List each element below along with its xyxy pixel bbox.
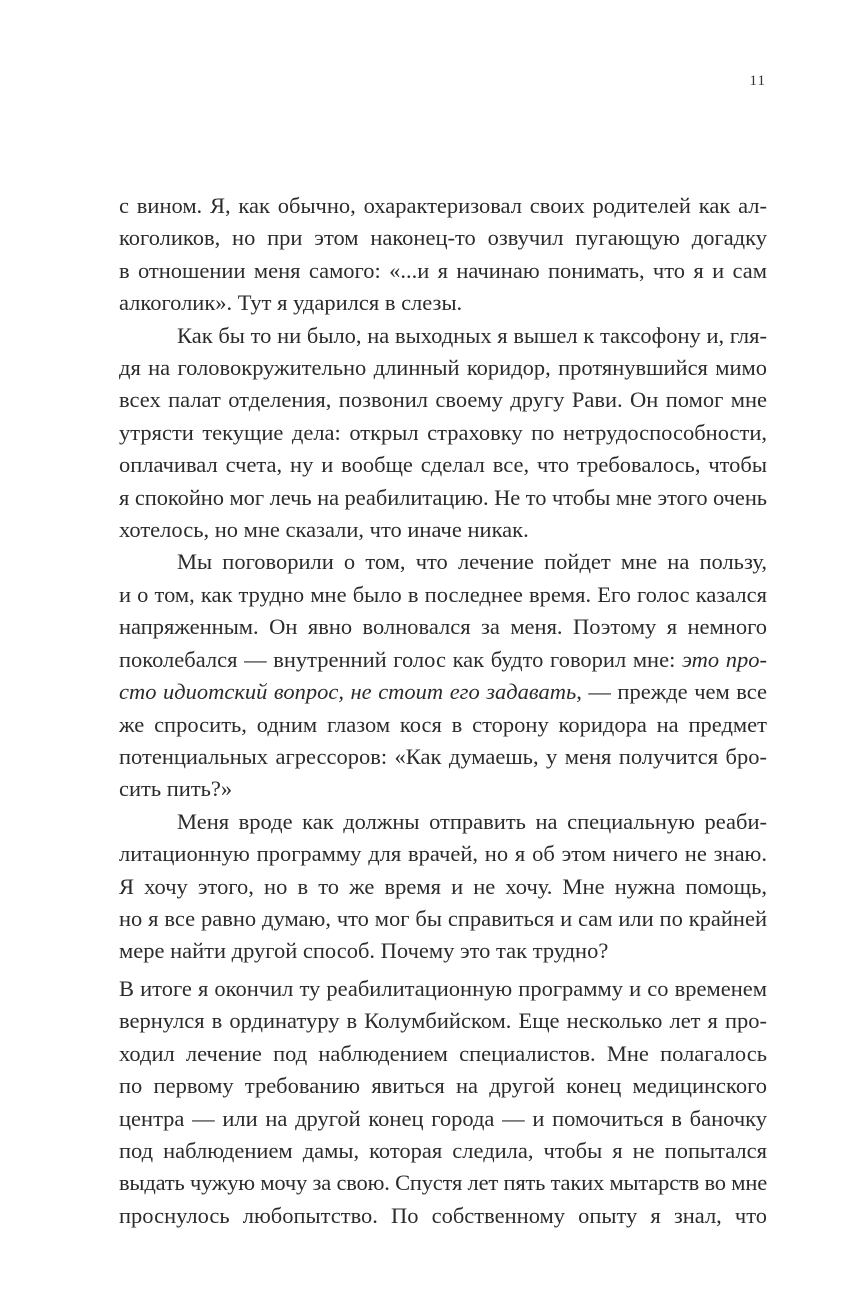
text-line: оплачивал счета, ну и вообще сделал все, что требовалось, чтобы	[119, 452, 767, 478]
text-line: Я хочу этого, но в то же время и не хочу. Мне нужна помощь,	[119, 873, 767, 899]
text-line: же спросить, одним глазом кося в сторону коридора на предмет	[119, 711, 767, 737]
text-line: по первому требованию явиться на другой конец медицинского	[119, 1073, 767, 1099]
text-line: хотелось, но мне сказали, что иначе никак.	[119, 517, 529, 543]
paragraph	[119, 806, 767, 968]
text-line: с вином. Я, как обычно, охарактеризовал своих родителей как ал-	[119, 193, 767, 218]
text-line: дя на головокружительно длинный коридор, протянувшийся мимо	[119, 355, 767, 381]
italic-segment: сто идиотский вопрос, не стоит его задавать	[119, 679, 577, 705]
text-line: литационную программу для врачей, но я об этом ничего не знаю.	[119, 841, 767, 867]
text-line	[119, 644, 767, 676]
text-line: В итоге я окончил ту реабилитационную программу и со временем	[119, 976, 767, 1001]
text-line: центра — или на другой конец города — и помочиться в баночку	[119, 1105, 767, 1131]
paragraph	[119, 190, 767, 320]
italic-segment: это про-	[681, 646, 767, 672]
text-line: в отношении меня самого: «...и я начинаю понимать, что я и сам	[119, 257, 767, 283]
page-number: 11	[749, 73, 766, 89]
text-segment: , — прежде чем все	[576, 679, 767, 705]
text-line: Мы поговорили о том, что лечение пойдет мне на пользу,	[177, 549, 767, 575]
text-block-2	[119, 973, 767, 1232]
text-line: выдать чужую мочу за свою. Спустя лет пять таких мытарств во мне	[119, 1170, 767, 1196]
text-line: утрясти текущие дела: открыл страховку по нетрудоспособности,	[119, 419, 767, 445]
text-block-1	[119, 190, 767, 968]
text-line: сить пить?»	[119, 776, 233, 802]
text-line: но я все равно думаю, что мог бы справиться и сам или по крайней	[119, 905, 767, 931]
text-line: всех палат отделения, позвонил своему другу Рави. Он помог мне	[119, 387, 767, 413]
text-line: я спокойно мог лечь на реабилитацию. Не то чтобы мне этого очень	[119, 484, 767, 510]
text-line: Как бы то ни было, на выходных я вышел к таксофону и, гля-	[177, 322, 767, 348]
paragraph	[119, 320, 767, 547]
text-line: коголиков, но при этом наконец-то озвучил пугающую догадку	[119, 225, 767, 251]
text-line	[119, 676, 767, 708]
text-segment: поколебался — внутренний голос как будто говорил мне:	[119, 646, 682, 672]
text-line: алкоголик». Тут я ударился в слезы.	[119, 290, 463, 316]
paragraph	[119, 973, 767, 1232]
text-line: проснулось любопытство. По собственному опыту я знал, что	[119, 1202, 767, 1228]
text-line: ходил лечение под наблюдением специалистов. Мне полагалось	[119, 1040, 767, 1066]
text-line: мере найти другой способ. Почему это так трудно?	[119, 938, 609, 964]
text-line: потенциальных агрессоров: «Как думаешь, у меня получится бро-	[119, 743, 767, 769]
text-line: и о том, как трудно мне было в последнее время. Его голос казался	[119, 581, 767, 607]
text-line: вернулся в ординатуру в Колумбийском. Еще несколько лет я про-	[119, 1008, 767, 1034]
text-line: под наблюдением дамы, которая следила, чтобы я не попытался	[119, 1138, 767, 1164]
text-line: напряженным. Он явно волновался за меня. Поэтому я немного	[119, 614, 767, 640]
paragraph	[119, 546, 767, 805]
text-line: Меня вроде как должны отправить на специальную реаби-	[177, 808, 767, 834]
